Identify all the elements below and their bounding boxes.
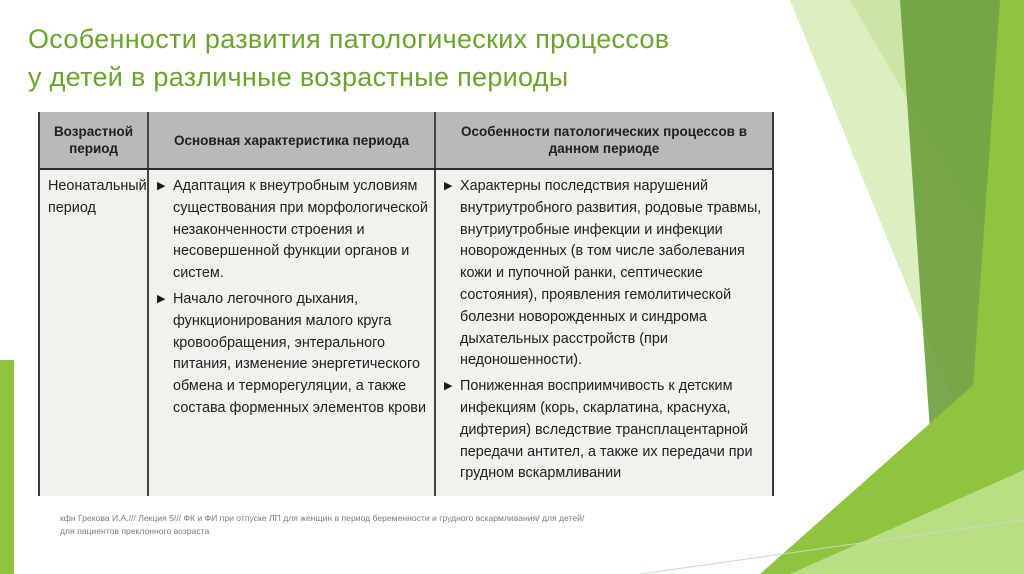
title-line-2: у детей в различные возрастные периоды bbox=[28, 62, 569, 92]
triangle-right-icon: ▶ bbox=[444, 180, 453, 192]
header-characteristic: Основная характеристика периода bbox=[148, 112, 435, 169]
triangle-right-icon: ▶ bbox=[157, 180, 166, 192]
list-item-text: Пониженная восприимчивость к детским инфекциям (корь, скарлатина, краснуха, дифтерия) вследствие трансплацентарной передачи антител, а также их передачи при грудном вскармливании bbox=[460, 378, 753, 482]
list-item bbox=[444, 376, 766, 485]
footer-note: кфн Грекова И.А./// Лекция 5/// ФК и ФИ при отпуске ЛП для женщин в период беременности и грудного вскармливания/ для детей/ для пациентов преклонного возраста bbox=[60, 513, 585, 536]
page-title bbox=[28, 20, 828, 96]
table-header-row bbox=[40, 112, 772, 169]
title-line-1: Особенности развития патологических процессов bbox=[28, 24, 670, 54]
list-item bbox=[157, 289, 428, 420]
header-period: Возрастной период bbox=[40, 112, 148, 169]
list-item bbox=[444, 176, 766, 372]
cell-characteristic bbox=[148, 169, 435, 496]
table-row bbox=[40, 169, 772, 496]
list-item-text: Начало легочного дыхания, функционирования малого круга кровообращения, энтерального питания, изменение энергетического обмена и терморегуляции, а также состава форменных элементов крови bbox=[173, 290, 426, 416]
list-item bbox=[157, 176, 428, 285]
list-item-text: Адаптация к внеутробным условиям существования при морфологической незаконченности строения и несовершенной функции органов и систем. bbox=[173, 178, 428, 282]
triangle-right-icon: ▶ bbox=[157, 292, 166, 305]
scanned-table-image bbox=[38, 112, 774, 496]
cell-period: Неонатальный период bbox=[48, 178, 147, 216]
triangle-right-icon: ▶ bbox=[444, 380, 453, 393]
cell-features bbox=[435, 169, 772, 496]
list-item-text: Характерны последствия нарушений внутриутробного развития, родовые травмы, внутриутробные инфекции и инфекции новорожденных (в том числе заболевания кожи и пупочной ранки, септические состояния), проявления гемолитической болезни новорожденных и синдрома дыхательных расстройств (при недоношенности). bbox=[460, 178, 762, 369]
header-features: Особенности патологических процессов в данном периоде bbox=[435, 112, 772, 169]
periods-table bbox=[40, 112, 772, 496]
deco-left-bottom-strip bbox=[0, 360, 14, 574]
